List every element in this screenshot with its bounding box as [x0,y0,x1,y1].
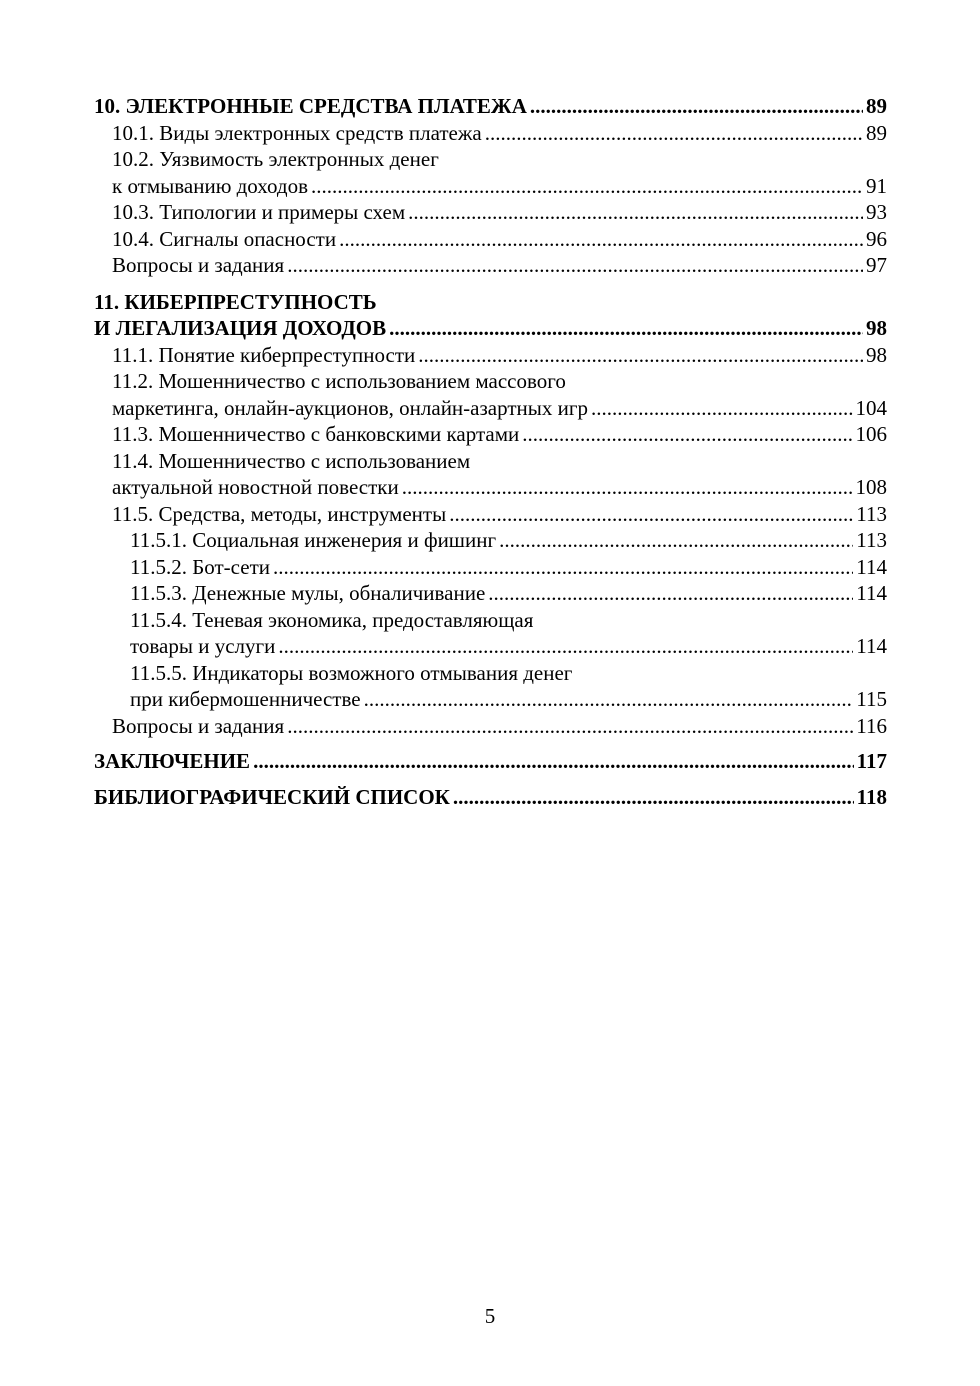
toc-entry-11-5-4 [94,633,887,660]
toc-page-number: 98 [866,316,887,340]
toc-page-number: 89 [866,120,887,145]
toc-entry-title: 11.5.2. Бот-сети [130,554,270,579]
toc-entry-title: при кибермошенничестве [130,687,361,711]
toc-entry-title: товары и услуги [130,634,276,658]
toc-page-number: 97 [866,253,887,277]
dot-leader [485,120,863,147]
dot-leader [449,501,853,528]
toc-entry-10-2-line1: 10.2. Уязвимость электронных денег [112,147,439,171]
toc-chapter-11 [94,315,887,342]
toc-page-number: 108 [855,475,887,499]
page-number: 5 [484,1304,496,1328]
toc-entry-title: ЗАКЛЮЧЕНИЕ [94,749,251,773]
toc-page-number: 91 [866,173,887,198]
toc-entry-11-2 [94,395,887,422]
toc-page-number: 96 [866,226,887,251]
toc-entry-title: 10. ЭЛЕКТРОННЫЕ СРЕДСТВА ПЛАТЕЖА [94,94,527,118]
toc-page-number: 114 [856,554,887,579]
toc-entry-11-5-4-line1: 11.5.4. Теневая экономика, предоставляющая [130,607,534,632]
toc-entry-title: 10.3. Типологии и примеры схем [112,200,406,224]
toc-entry-11-5-3 [94,580,887,607]
toc-conclusion [94,748,887,775]
toc-entry-10-4 [94,226,887,253]
toc-entry-10-1 [94,120,887,147]
toc-entry-title: БИБЛИОГРАФИЧЕСКИЙ СПИСОК [94,784,450,809]
toc-entry-11-5-2 [94,554,887,581]
dot-leader [339,226,863,253]
toc-entry-11-2-line1: 11.2. Мошенничество с использованием массового [112,369,566,393]
toc-entry-title: 11.1. Понятие киберпреступности [112,342,416,367]
toc-entry-title: маркетинга, онлайн-аукционов, онлайн-азартных игр [112,395,588,420]
toc-entry-11-4-line1: 11.4. Мошенничество с использованием [112,448,471,473]
toc-entry-title: 11.5. Средства, методы, инструменты [112,501,447,526]
dot-leader [364,686,854,713]
dot-leader [287,713,853,740]
dot-leader [530,93,863,120]
toc-entry-title: к отмыванию доходов [112,173,308,198]
dot-leader [453,784,854,811]
dot-leader [499,527,853,554]
toc-page-number: 93 [866,200,887,224]
toc-page-number: 115 [856,687,887,711]
toc-page-number: 104 [855,395,887,420]
toc-entry-11-3 [94,421,887,448]
toc-entry-10-2 [94,173,887,200]
dot-leader [408,199,863,226]
toc-page-number: 114 [856,581,887,605]
toc-entry-title: Вопросы и задания [112,253,285,277]
dot-leader [522,421,852,448]
toc-entry-11-1 [94,342,887,369]
dot-leader [278,633,853,660]
toc-page-number: 117 [856,749,887,773]
toc-page-number: 114 [856,634,887,658]
toc-entry-11-5-1 [94,527,887,554]
dot-leader [591,395,853,422]
toc-page-number: 89 [866,94,887,118]
toc-entry-title: 11.5.3. Денежные мулы, обналичивание [130,581,486,605]
toc-chapter-11-line1: 11. КИБЕРПРЕСТУПНОСТЬ [94,289,377,314]
dot-leader [311,173,863,200]
table-of-contents [94,93,887,810]
toc-page-number: 106 [855,422,887,446]
toc-entry-title: актуальной новостной повестки [112,475,399,499]
toc-bibliography [94,784,887,811]
dot-leader [402,474,853,501]
toc-entry-title: 10.4. Сигналы опасности [112,226,337,251]
toc-entry-11-5-5 [94,686,887,713]
toc-page-number: 113 [856,501,887,526]
toc-page-number: 116 [856,713,887,738]
toc-entry-title: 10.1. Виды электронных средств платежа [112,120,482,145]
dot-leader [389,315,863,342]
dot-leader [488,580,853,607]
toc-page-number: 113 [856,528,887,552]
dot-leader [287,252,863,279]
toc-page-number: 118 [856,784,887,809]
dot-leader [418,342,863,369]
toc-entry-10-questions [94,252,887,279]
toc-page-number: 98 [866,342,887,367]
toc-entry-title: 11.5.1. Социальная инженерия и фишинг [130,528,497,552]
toc-entry-11-5 [94,501,887,528]
toc-entry-11-4 [94,474,887,501]
toc-entry-11-questions [94,713,887,740]
dot-leader [273,554,853,581]
toc-entry-title: 11.3. Мошенничество с банковскими картами [112,422,520,446]
toc-entry-11-5-5-line1: 11.5.5. Индикаторы возможного отмывания денег [130,660,573,685]
toc-chapter-10 [94,93,887,120]
toc-entry-title: И ЛЕГАЛИЗАЦИЯ ДОХОДОВ [94,316,387,340]
toc-entry-title: Вопросы и задания [112,713,285,738]
toc-entry-10-3 [94,199,887,226]
dot-leader [253,748,854,775]
